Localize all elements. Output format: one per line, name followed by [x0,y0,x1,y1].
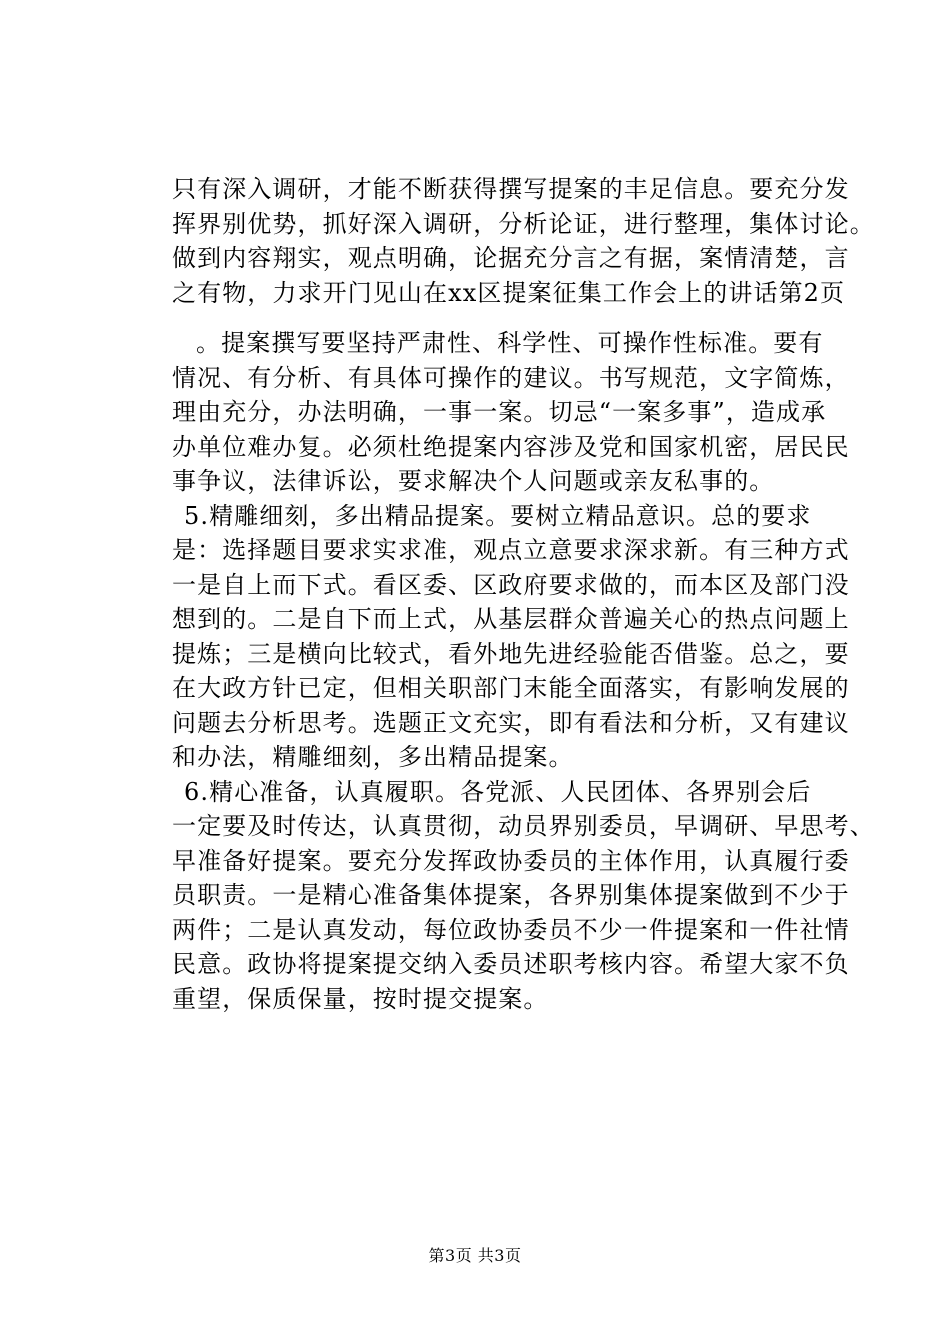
paragraph-block [172,326,875,1016]
text-line: 一定要及时传达，认真贯彻，动员界别委员，早调研、早思考、 [172,812,875,840]
text-line: 之有物，力求开门见山在xx区提案征集工作会上的讲话第2页 [172,278,846,307]
text-line: 问题去分析思考。选题正文充实，即有看法和分析，又有建议 [172,708,850,737]
text-line: 只有深入调研，才能不断获得撰写提案的丰足信息。要充分发 [172,175,850,203]
text-line: 是：选择题目要求实求准，观点立意要求深求新。有三种方式 [172,536,850,564]
text-line: 理由充分，办法明确，一事一案。切忌“一案多事”，造成承 [172,398,827,426]
text-line: 办单位难办复。必须杜绝提案内容涉及党和国家机密，居民民 [172,432,850,461]
text-line: 和办法，精雕细刻，多出精品提案。 [172,743,574,771]
text-line-item-5: 5.精雕细刻，多出精品提案。要树立精品意识。总的要求 [184,501,812,530]
paragraph-continuation [172,172,875,310]
text-line-item-6: 6.精心准备，认真履职。各党派、人民团体、各界别会后 [184,777,812,806]
text-line: 挥界别优势，抓好深入调研，分析论证，进行整理，集体讨论。 [172,209,875,238]
text-line: 。提案撰写要坚持严肃性、科学性、可操作性标准。要有 [196,329,824,357]
text-line: 早准备好提案。要充分发挥政协委员的主体作用，认真履行委 [172,846,850,875]
text-line: 提炼；三是横向比较式，看外地先进经验能否借鉴。总之，要 [172,639,850,668]
text-line: 事争议，法律诉讼，要求解决个人问题或亲友私事的。 [172,467,775,495]
text-line: 情况、有分析、有具体可操作的建议。书写规范，文字简炼， [172,363,850,392]
text-line: 员职责。一是精心准备集体提案，各界别集体提案做到不少于 [172,881,850,909]
text-line: 做到内容翔实，观点明确，论据充分言之有据，案情清楚，言 [172,244,850,272]
text-line: 在大政方针已定，但相关职部门末能全面落实，有影响发展的 [172,674,850,702]
text-line: 重望，保质保量，按时提交提案。 [172,984,549,1013]
text-line: 两件；二是认真发动，每位政协委员不少一件提案和一件社情 [172,915,850,944]
text-line: 一是自上而下式。看区委、区政府要求做的，而本区及部门没 [172,570,850,599]
text-line: 民意。政协将提案提交纳入委员述职考核内容。希望大家不负 [172,950,850,978]
page-number-footer: 第3页 共3页 [428,1246,522,1265]
text-line: 想到的。二是自下而上式，从基层群众普遍关心的热点问题上 [172,605,850,633]
